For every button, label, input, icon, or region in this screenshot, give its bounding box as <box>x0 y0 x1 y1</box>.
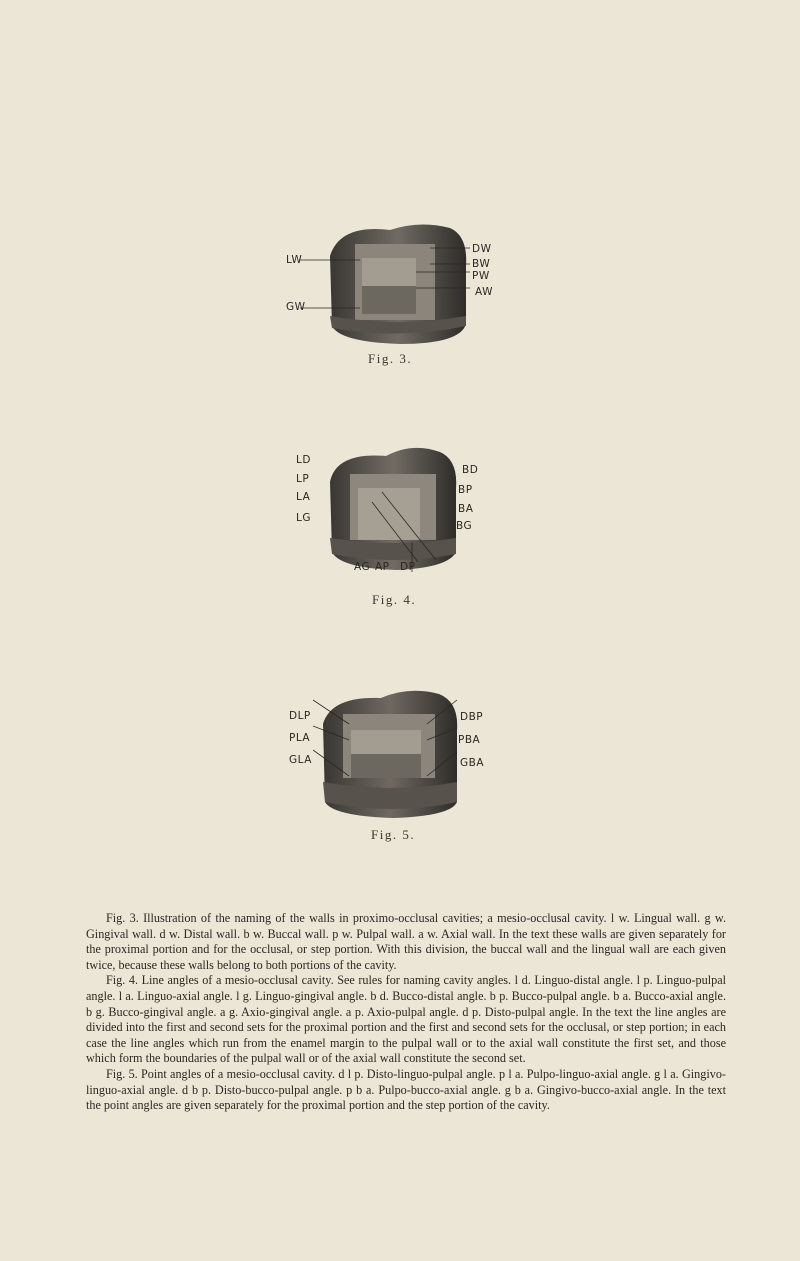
fig4-label-ld: LD <box>296 454 311 466</box>
fig4-label-lp: LP <box>296 473 310 485</box>
tooth-cavity-illustration-fig3 <box>300 216 500 356</box>
fig4-label-bd: BD <box>462 464 479 476</box>
fig3-caption: Fig. 3. <box>368 351 413 366</box>
fig5-label-pla: PLA <box>289 732 311 744</box>
fig4-caption: Fig. 4. <box>372 592 417 607</box>
fig4-label-dp: DP <box>400 561 416 573</box>
fig3-label-aw: AW <box>475 286 493 298</box>
fig3-description: Fig. 3. Illustration of the naming of the walls in proximo-occlusal cavities; a mesio-occlusal cavity. l w. Lingual wall. g w. Gingival wall. d w. Distal wall. b w. Buccal wall. p w. Pulpal wall. a w. Axial wall. In the text these walls are given separately for the proximal portion and for the occlusal, or step portion. With this division, the buccal wall and the lingual wall are each given twice, because these walls belong to both portions of the cavity. <box>86 911 726 972</box>
fig3-label-gw: GW <box>286 301 306 313</box>
fig4-description: Fig. 4. Line angles of a mesio-occlusal cavity. See rules for naming cavity angles. l d. Linguo-distal angle. l p. Linguo-pulpal angle. l a. Linguo-axial angle. l g. Linguo-gingival angle. b d. Bucco-distal angle. b p. Bucco-pulpal angle. b a. Bucco-axial angle. b g. Bucco-gingival angle. a g. Axio-gingival angle. a p. Axio-pulpal angle. d p. Disto-pulpal angle. In the text the line angles are divided into the first and second sets for the proximal portion and the first and second sets for the occlusal, or step portion; in each case the line angles which run from the enamel margin to the pulpal wall or to the axial wall constitute the first set, and those which form the boundaries of the pulpal wall or of the axial wall constitute the second set. <box>86 973 726 1066</box>
figure-5 <box>313 684 473 820</box>
fig4-label-bp: BP <box>458 484 473 496</box>
figure-descriptions <box>86 911 726 1114</box>
fig4-label-bg: BG <box>456 520 473 532</box>
fig3-label-bw: BW <box>472 258 491 270</box>
fig4-label-la: LA <box>296 491 311 503</box>
fig5-caption: Fig. 5. <box>371 827 416 842</box>
tooth-cavity-illustration-fig5 <box>313 684 473 820</box>
fig5-label-dbp: DBP <box>460 711 484 723</box>
fig5-label-dlp: DLP <box>289 710 311 722</box>
figure-3 <box>300 216 500 356</box>
fig4-label-ba: BA <box>458 503 474 515</box>
fig3-label-dw: DW <box>472 243 492 255</box>
fig3-label-pw: PW <box>472 270 490 282</box>
fig5-description: Fig. 5. Point angles of a mesio-occlusal cavity. d l p. Disto-linguo-pulpal angle. p l a. Pulpo-linguo-axial angle. g l a. Gingivo-linguo-axial angle. d b p. Disto-bucco-pulpal angle. p b a. Pulpo-bucco-axial angle. g b a. Gingivo-bucco-axial angle. In the text the point angles are given separately for the proximal portion and the step portion of the cavity. <box>86 1066 726 1113</box>
fig4-label-lg: LG <box>296 512 311 524</box>
fig5-label-pba: PBA <box>458 734 481 746</box>
fig5-label-gba: GBA <box>460 757 485 769</box>
fig5-label-gla: GLA <box>289 754 312 766</box>
fig3-label-lw: LW <box>286 254 303 266</box>
fig4-label-ap: AP <box>375 561 390 573</box>
figure-4 <box>316 442 479 582</box>
fig4-label-ag: AG <box>354 561 371 573</box>
tooth-cavity-illustration-fig4 <box>316 442 479 582</box>
